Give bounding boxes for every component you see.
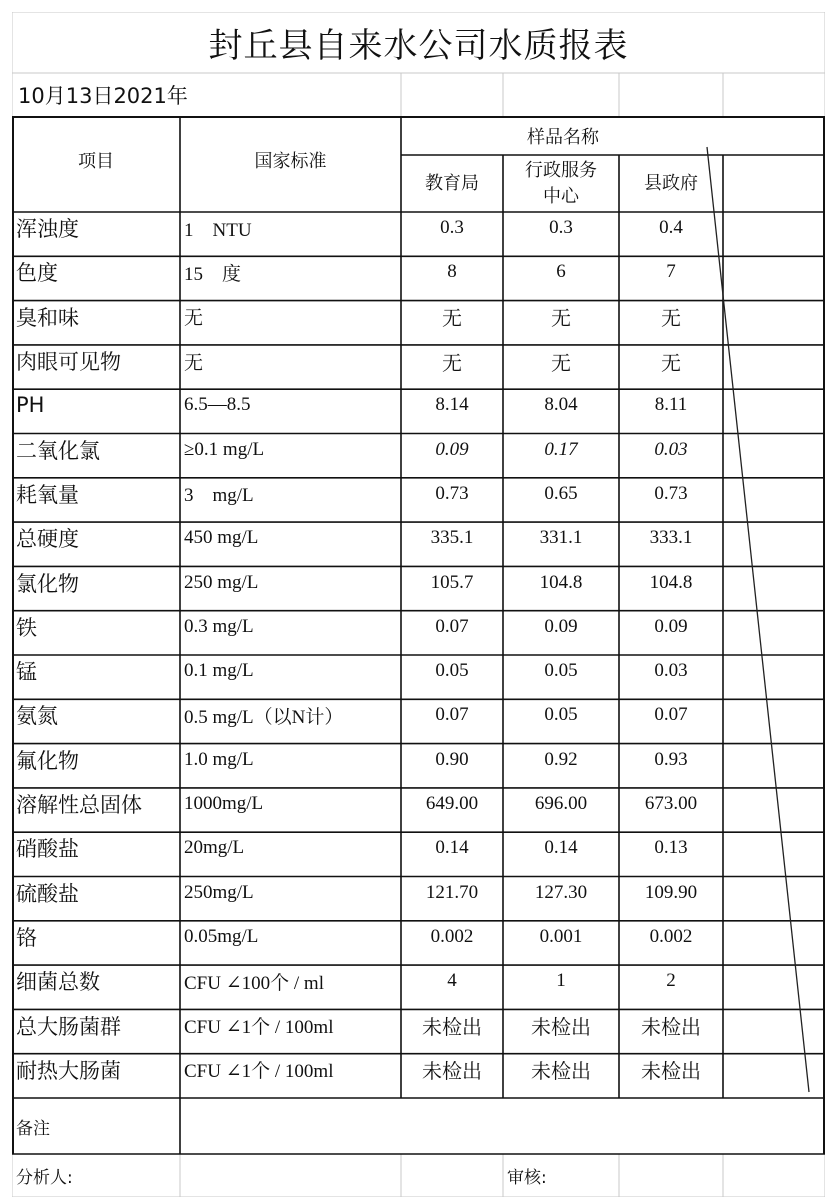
row-value: 0.002 — [430, 925, 474, 947]
row-value: 0.73 — [654, 482, 688, 504]
row-value: 0.07 — [435, 704, 469, 726]
row-standard: 0.5 mg/L（以N计） — [184, 706, 344, 728]
header-sample-line: 县政府 — [644, 172, 698, 194]
row-item-name: 硫酸盐 — [16, 881, 79, 906]
row-standard: CFU ∠100个 / ml — [184, 972, 324, 994]
row-value: 127.30 — [534, 881, 588, 903]
row-value: 0.03 — [654, 660, 688, 682]
header-sample-2 — [503, 155, 619, 212]
row-value: 0.4 — [659, 217, 683, 239]
row-value: 2 — [666, 970, 676, 992]
row-value: 104.8 — [539, 571, 583, 593]
row-item-name: 耗氧量 — [16, 482, 79, 507]
row-value: 0.17 — [544, 438, 578, 460]
row-value: 104.8 — [649, 571, 693, 593]
row-item-name: 总大肠菌群 — [16, 1014, 121, 1039]
header-standard: 国家标准 — [254, 150, 327, 172]
row-value: 未检出 — [531, 1059, 591, 1084]
row-item-name: 氟化物 — [16, 748, 79, 773]
row-standard: 无 — [184, 352, 204, 374]
row-value: 0.90 — [435, 748, 469, 770]
row-value: 7 — [666, 261, 676, 283]
row-standard: 450 mg/L — [184, 527, 259, 549]
row-value: 无 — [551, 306, 571, 331]
row-item-name: 铁 — [16, 615, 37, 640]
row-value: 8.04 — [544, 394, 578, 416]
report-title: 封丘县自来水公司水质报表 — [208, 26, 629, 66]
row-value: 335.1 — [430, 527, 474, 549]
row-standard: 0.3 mg/L — [184, 615, 254, 637]
row-value: 121.70 — [425, 881, 479, 903]
row-value: 8.14 — [435, 394, 469, 416]
row-standard: ≥0.1 mg/L — [184, 438, 265, 460]
header-sample-line: 中心 — [543, 185, 579, 207]
row-standard: 3 mg/L — [184, 485, 254, 507]
row-value: 0.001 — [539, 925, 583, 947]
row-value: 0.05 — [435, 660, 469, 682]
row-item-name: 氯化物 — [16, 571, 79, 596]
row-value: 0.14 — [544, 837, 578, 859]
header-sample-line: 教育局 — [425, 172, 479, 194]
row-value: 0.92 — [544, 748, 578, 770]
remarks-label: 备注 — [16, 1118, 50, 1139]
row-value: 0.13 — [654, 837, 688, 859]
header-sample-line: 行政服务 — [525, 159, 597, 181]
row-value: 未检出 — [641, 1015, 701, 1040]
row-value: 0.07 — [435, 615, 469, 637]
row-value: 4 — [447, 970, 457, 992]
row-standard: 15 度 — [184, 263, 242, 285]
row-value: 无 — [551, 350, 571, 375]
row-item-name: 臭和味 — [16, 305, 79, 330]
row-item-name: 总硬度 — [16, 527, 79, 552]
row-standard: 1.0 mg/L — [184, 748, 254, 770]
row-value: 1 — [556, 970, 566, 992]
row-standard: 250 mg/L — [184, 571, 259, 593]
row-standard: 0.05mg/L — [184, 925, 259, 947]
header-sample-group: 样品名称 — [527, 127, 599, 148]
row-item-name: 色度 — [16, 261, 58, 286]
row-value: 0.05 — [544, 704, 578, 726]
row-value: 331.1 — [539, 527, 583, 549]
reviewer-label: 审核: — [507, 1168, 547, 1188]
row-value: 8.11 — [654, 394, 688, 416]
water-quality-report-sheet — [12, 12, 825, 1197]
row-value: 无 — [661, 306, 681, 331]
row-item-name: 浑浊度 — [16, 217, 79, 242]
row-item-name: 细菌总数 — [16, 970, 100, 995]
row-value: 未检出 — [531, 1015, 591, 1040]
header-item: 项目 — [78, 150, 114, 172]
row-value: 0.09 — [654, 615, 688, 637]
row-value: 0.09 — [544, 615, 578, 637]
row-item-name: 氨氮 — [16, 704, 58, 729]
row-standard: CFU ∠1个 / 100ml — [184, 1061, 334, 1083]
row-item-name: 锰 — [16, 660, 37, 685]
row-value: 8 — [447, 261, 457, 283]
row-value: 6 — [556, 261, 566, 283]
row-item-name: 铬 — [16, 925, 37, 950]
row-value: 0.09 — [435, 438, 469, 460]
row-standard: 6.5—8.5 — [184, 394, 251, 416]
row-item-name: 二氧化氯 — [16, 438, 100, 463]
row-value: 0.3 — [440, 217, 464, 239]
row-standard: 0.1 mg/L — [184, 660, 254, 682]
row-item-name: 硝酸盐 — [16, 837, 79, 862]
row-standard: 20mg/L — [184, 837, 245, 859]
row-value: 0.07 — [654, 704, 688, 726]
row-value: 333.1 — [649, 527, 693, 549]
row-value: 0.3 — [549, 217, 573, 239]
row-value: 未检出 — [422, 1015, 482, 1040]
row-value: 无 — [661, 350, 681, 375]
row-standard: 250mg/L — [184, 881, 254, 903]
row-standard: 1000mg/L — [184, 793, 264, 815]
row-value: 0.65 — [544, 482, 578, 504]
row-standard: 无 — [184, 308, 204, 330]
row-value: 无 — [442, 306, 462, 331]
row-value: 105.7 — [430, 571, 474, 593]
row-value: 0.93 — [654, 748, 688, 770]
row-value: 649.00 — [425, 793, 479, 815]
row-value: 696.00 — [534, 793, 588, 815]
analyst-label: 分析人: — [16, 1168, 73, 1188]
row-value: 未检出 — [641, 1059, 701, 1084]
row-value: 109.90 — [644, 881, 698, 903]
row-value: 673.00 — [644, 793, 698, 815]
row-value: 0.002 — [649, 925, 693, 947]
row-item-name: 溶解性总固体 — [16, 793, 142, 818]
row-value: 无 — [442, 350, 462, 375]
header-sample-1 — [401, 155, 503, 212]
report-date: 10月13日2021年 — [18, 84, 188, 108]
row-value: 0.03 — [654, 438, 688, 460]
row-value: 0.73 — [435, 482, 469, 504]
row-value: 0.05 — [544, 660, 578, 682]
row-standard: CFU ∠1个 / 100ml — [184, 1017, 334, 1039]
row-value: 未检出 — [422, 1059, 482, 1084]
row-value: 0.14 — [435, 837, 469, 859]
row-standard: 1 NTU — [184, 219, 252, 241]
row-item-name: PH — [16, 393, 45, 418]
row-item-name: 耐热大肠菌 — [16, 1058, 121, 1083]
row-item-name: 肉眼可见物 — [16, 350, 121, 375]
header-sample-3 — [619, 155, 723, 212]
